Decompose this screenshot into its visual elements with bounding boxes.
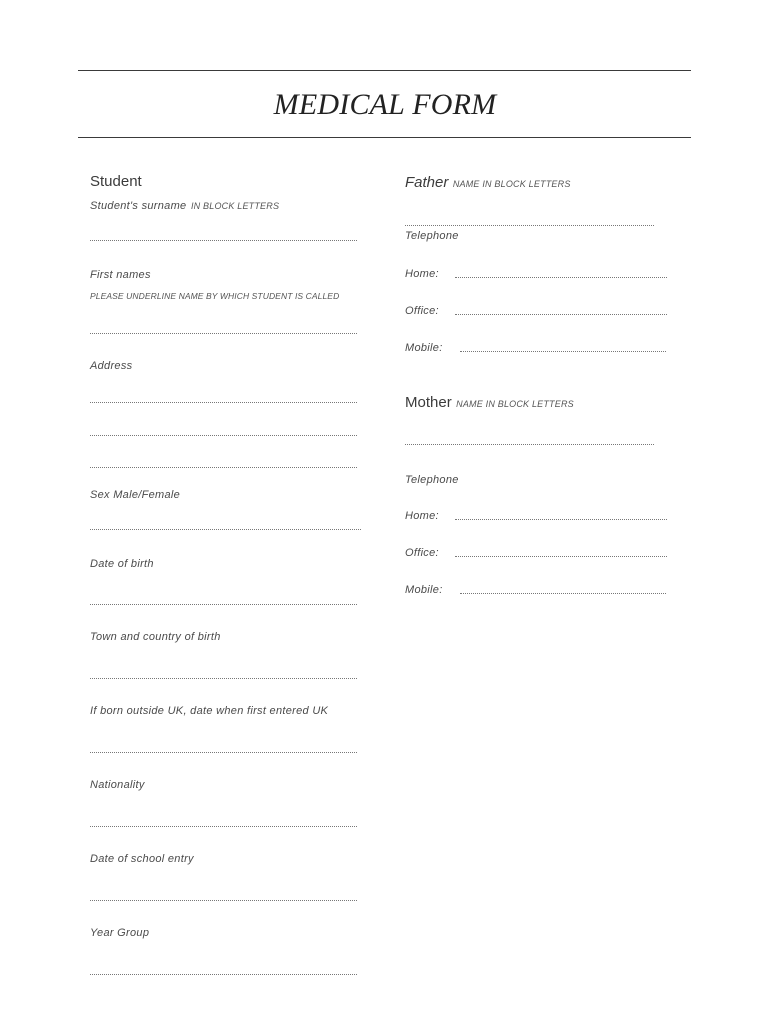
nationality-label: Nationality [90, 779, 145, 791]
sex-field[interactable] [90, 529, 361, 530]
mother-mobile-label: Mobile: [405, 584, 443, 596]
address-label: Address [90, 360, 133, 372]
address-line-3-field[interactable] [90, 467, 357, 468]
first-names-field[interactable] [90, 333, 357, 334]
birthplace-label: Town and country of birth [90, 631, 221, 643]
surname-note: IN BLOCK LETTERS [190, 201, 280, 211]
nationality-field[interactable] [90, 826, 357, 827]
father-heading-group [405, 174, 571, 192]
top-rule [78, 70, 691, 71]
father-heading: Father [405, 174, 449, 191]
student-heading: Student [90, 173, 142, 190]
address-line-1-field[interactable] [90, 402, 357, 403]
uk-entry-label: If born outside UK, date when first entered UK [90, 705, 329, 717]
father-office-label: Office: [405, 305, 439, 317]
father-office-field[interactable] [455, 314, 667, 315]
uk-entry-field[interactable] [90, 752, 357, 753]
father-name-note: NAME IN BLOCK LETTERS [452, 179, 571, 189]
page-title: MEDICAL FORM [273, 88, 497, 121]
father-mobile-field[interactable] [460, 351, 666, 352]
mother-office-field[interactable] [455, 556, 667, 557]
mother-heading: Mother [405, 394, 452, 411]
mother-home-label: Home: [405, 510, 439, 522]
first-names-note: PLEASE UNDERLINE NAME BY WHICH STUDENT IS CALLED [90, 291, 340, 301]
mother-mobile-field[interactable] [460, 593, 666, 594]
surname-label-group [90, 196, 279, 214]
father-mobile-label: Mobile: [405, 342, 443, 354]
school-entry-label: Date of school entry [90, 853, 194, 865]
dob-field[interactable] [90, 604, 357, 605]
mother-office-label: Office: [405, 547, 439, 559]
address-line-2-field[interactable] [90, 435, 357, 436]
father-home-field[interactable] [455, 277, 667, 278]
surname-field[interactable] [90, 240, 357, 241]
mother-name-field[interactable] [405, 444, 654, 445]
father-name-field[interactable] [405, 225, 654, 226]
title-underline-rule [78, 137, 691, 138]
year-group-field[interactable] [90, 974, 357, 975]
surname-label: Student's surname [90, 200, 187, 212]
year-group-label: Year Group [90, 927, 150, 939]
mother-name-note: NAME IN BLOCK LETTERS [456, 399, 574, 409]
birthplace-field[interactable] [90, 678, 357, 679]
sex-label: Sex Male/Female [90, 489, 181, 501]
first-names-label: First names [90, 269, 151, 281]
mother-telephone-label: Telephone [405, 474, 459, 486]
father-home-label: Home: [405, 268, 439, 280]
school-entry-field[interactable] [90, 900, 357, 901]
mother-heading-group [405, 394, 574, 412]
mother-home-field[interactable] [455, 519, 667, 520]
dob-label: Date of birth [90, 558, 154, 570]
father-telephone-label: Telephone [405, 230, 459, 242]
